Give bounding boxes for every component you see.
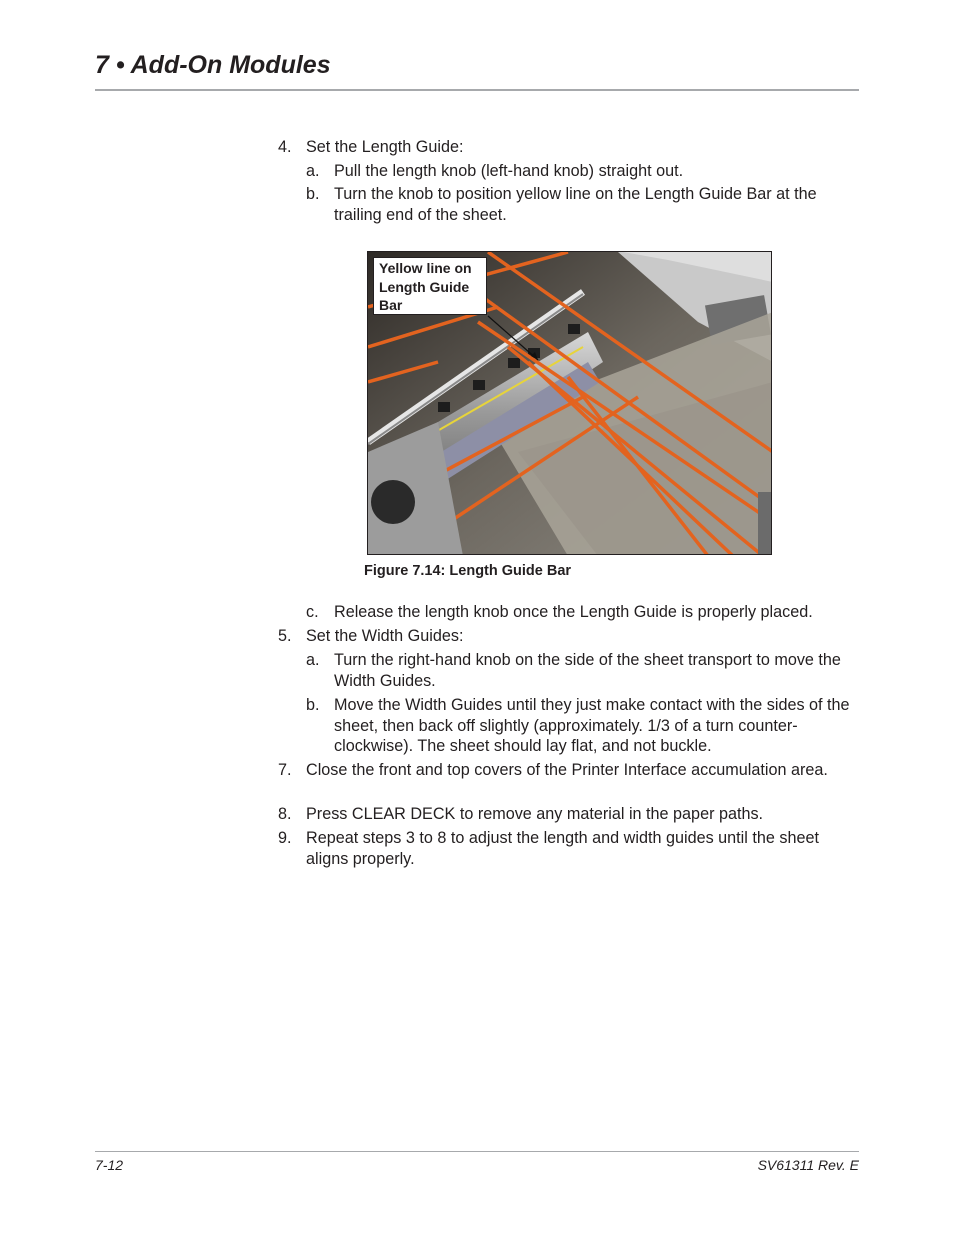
step-text: Repeat steps 3 to 8 to adjust the length and width guides until the sheet aligns properly. <box>306 829 819 868</box>
substep-text: Turn the right-hand knob on the side of the sheet transport to move the Width Guides. <box>334 651 841 690</box>
step-number: 8. <box>278 805 292 823</box>
substep-text: Move the Width Guides until they just make contact with the sides of the sheet, then back off slightly (approximately. 1/3 of a turn counter-clockwise). The sheet should lay flat, and not buckle. <box>334 696 850 755</box>
document-id: SV61311 Rev. E <box>757 1157 859 1173</box>
step-text: Set the Length Guide: <box>306 138 464 156</box>
header-divider <box>95 89 859 91</box>
step-number: 9. <box>278 829 292 847</box>
step-number: 4. <box>278 138 292 156</box>
figure-callout <box>373 257 487 315</box>
substep-letter: b. <box>306 696 320 714</box>
page-number: 7-12 <box>95 1157 124 1173</box>
substep-text: Pull the length knob (left-hand knob) straight out. <box>334 162 684 180</box>
step-text: Set the Width Guides: <box>306 627 464 645</box>
step-text: Press CLEAR DECK to remove any material in the paper paths. <box>306 805 764 823</box>
substep-letter: a. <box>306 162 320 180</box>
figure-caption: Figure 7.14: Length Guide Bar <box>364 563 572 579</box>
callout-line-2: Length Guide <box>379 278 470 295</box>
step-number: 7. <box>278 761 292 779</box>
footer-divider <box>95 1151 859 1152</box>
step-number: 5. <box>278 627 292 645</box>
substep-text: Release the length knob once the Length Guide is properly placed. <box>334 603 813 621</box>
step-text: Close the front and top covers of the Printer Interface accumulation area. <box>306 761 828 779</box>
chapter-title: 7 • Add-On Modules <box>95 51 331 79</box>
substep-text: Turn the knob to position yellow line on the Length Guide Bar at the trailing end of the sheet. <box>334 185 817 224</box>
callout-line-1: Yellow line on <box>379 260 472 276</box>
substep-letter: c. <box>306 603 319 621</box>
callout-line-3: Bar <box>379 297 403 313</box>
substep-letter: a. <box>306 651 320 669</box>
substep-letter: b. <box>306 185 320 203</box>
